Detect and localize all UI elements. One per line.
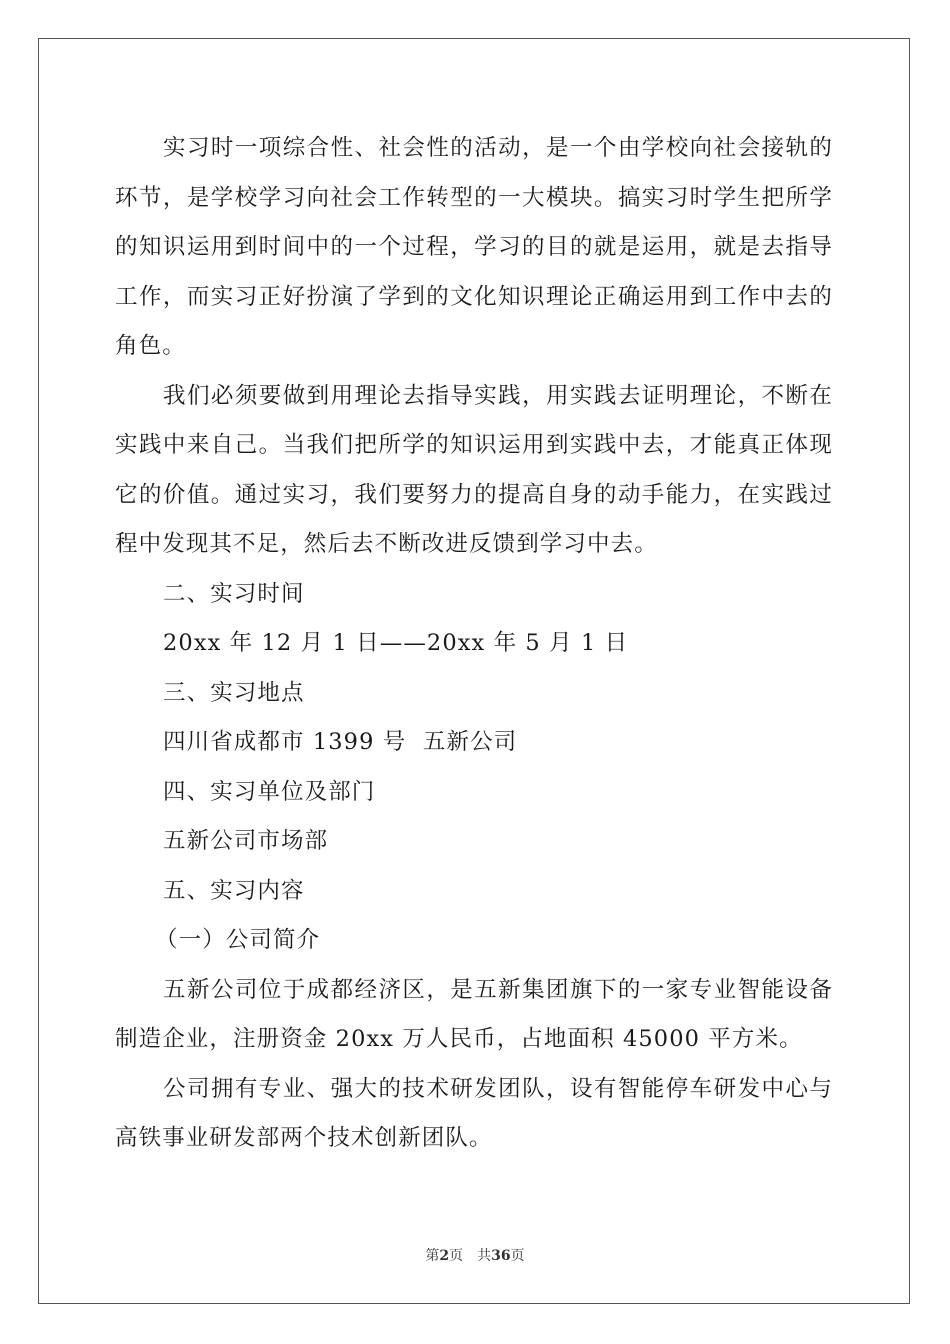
footer-page-suffix: 页 [449,1248,464,1264]
footer-page-number: 2 [439,1248,450,1264]
paragraph-rd-team: 公司拥有专业、强大的技术研发团队，设有智能停车研发中心与高铁事业研发部两个技术创新团队。 [115,1075,833,1151]
footer-total-prefix: 共 [477,1248,492,1264]
heading-internship-time: 二、实习时间 [163,580,305,607]
internship-time-value: 20xx 年 12 月 1 日——20xx 年 5 月 1 日 [163,630,629,656]
page-footer [0,1245,950,1265]
footer-total-pages: 36 [491,1248,511,1264]
footer-total-suffix: 页 [510,1248,525,1264]
paragraph-intro: 实习时一项综合性、社会性的活动，是一个由学校向社会接轨的环节，是学校学习向社会工作转型的一大模块。搞实习时学生把所学的知识运用到时间中的一个过程，学习的目的就是运用，就是去指导工作，而实习正好扮演了学到的文化知识理论正确运用到工作中去的角色。 [115,135,833,359]
paragraph-company-intro: 五新公司位于成都经济区，是五新集团旗下的一家专业智能设备制造企业，注册资金 20xx 万人民币，占地面积 45000 平方米。 [115,976,833,1052]
heading-internship-unit: 四、实习单位及部门 [163,778,376,805]
heading-internship-content: 五、实习内容 [163,877,305,904]
subheading-company-intro: （一）公司简介 [155,927,321,953]
internship-unit-value: 五新公司市场部 [163,828,329,854]
heading-internship-place: 三、实习地点 [163,679,305,706]
document-body [115,124,833,1164]
paragraph-theory-practice: 我们必须要做到用理论去指导实践，用实践去证明理论，不断在实践中来自己。当我们把所学的知识运用到实践中去，才能真正体现它的价值。通过实习，我们要努力的提高自身的动手能力，在实践过程中发现其不足，然后去不断改进反馈到学习中去。 [115,382,833,557]
internship-place-value: 四川省成都市 1399 号 五新公司 [163,729,518,755]
footer-page-prefix: 第 [425,1248,440,1264]
